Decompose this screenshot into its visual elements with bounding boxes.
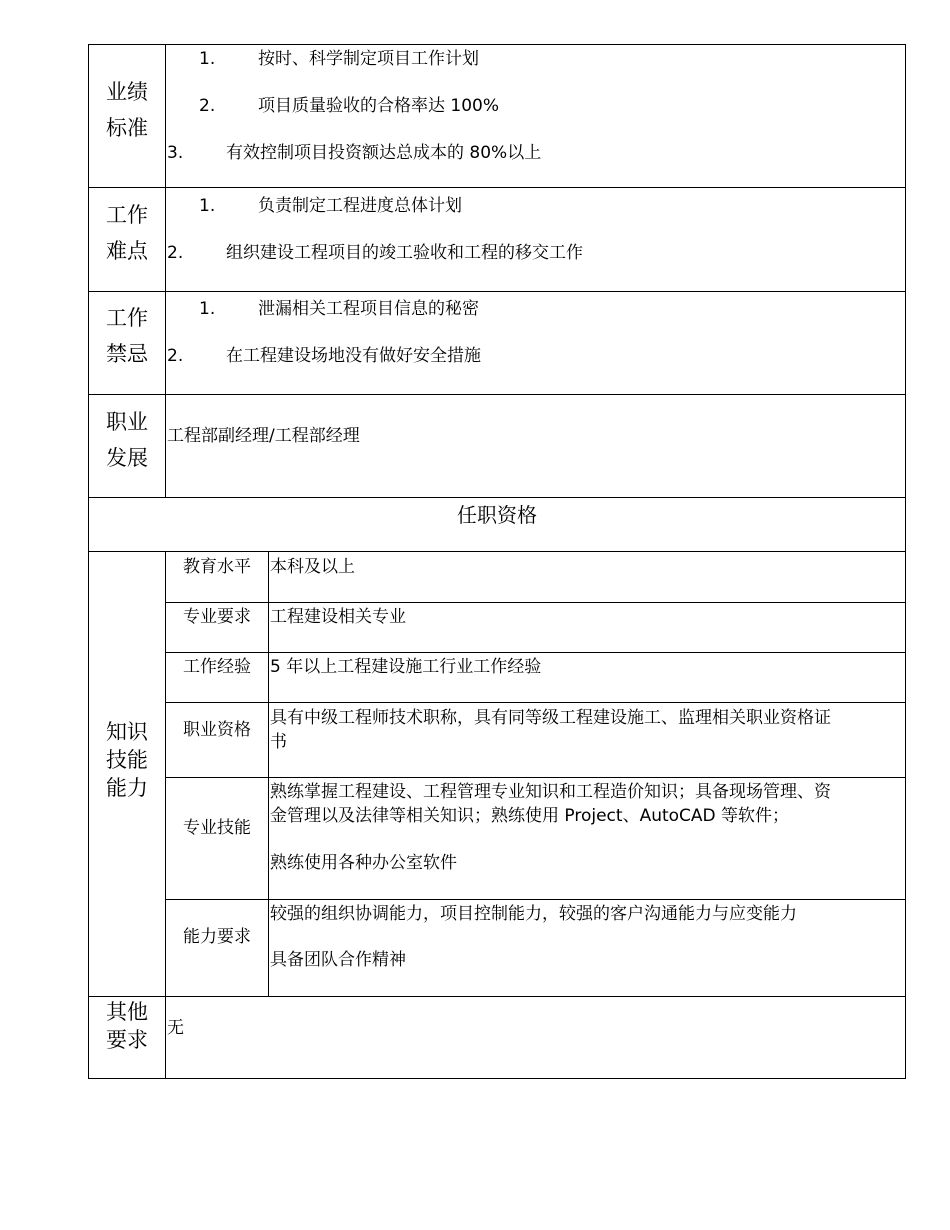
other-requirements-value: 无 [167,1018,184,1038]
row-divider [88,394,906,395]
sub-label-column-divider [268,551,269,996]
list-item-text: 有效控制项目投资额达总成本的 80%以上 [226,143,542,163]
major-label: 专业要求 [183,607,251,627]
career-path-text: 工程部副经理/工程部经理 [167,426,360,446]
skills-value: 金管理以及法律等相关知识；熟练使用 Project、AutoCAD 等软件； [270,806,790,826]
list-item-number: 2. [199,96,216,116]
list-item-number: 3. [167,143,184,163]
skills-label: 专业技能 [183,818,251,838]
list-item-number: 2. [167,346,184,366]
skills-value: 熟练使用各种办公室软件 [270,853,457,873]
list-item-number: 2. [167,243,184,263]
education-value: 本科及以上 [270,557,355,577]
abilities-value: 较强的组织协调能力，项目控制能力，较强的客户沟通能力与应变能力 [270,904,797,924]
list-item-number: 1. [199,299,216,319]
list-item-number: 1. [199,196,216,216]
experience-label: 工作经验 [183,657,251,677]
row-divider [88,996,906,997]
row-divider [88,551,906,552]
certification-value: 具有中级工程师技术职称，具有同等级工程建设施工、监理相关职业资格证 [270,708,831,728]
certification-label: 职业资格 [183,720,251,740]
performance-label: 业绩 标准 [106,80,148,140]
prohibitions-label: 工作 禁忌 [106,306,148,366]
abilities-value: 具备团队合作精神 [270,950,406,970]
list-item-text: 组织建设工程项目的竣工验收和工程的移交工作 [226,243,583,263]
sub-row-divider [166,899,906,900]
other-requirements-label: 其他 要求 [106,1000,148,1052]
list-item-text: 在工程建设场地没有做好安全措施 [226,346,481,366]
difficulties-label: 工作 难点 [106,203,148,263]
list-item-text: 按时、科学制定项目工作计划 [258,49,479,69]
list-item-text: 负责制定工程进度总体计划 [258,196,462,216]
row-divider [88,291,906,292]
sub-row-divider [166,602,906,603]
list-item-text: 泄漏相关工程项目信息的秘密 [258,299,479,319]
career-label: 职业 发展 [106,410,148,470]
qualifications-title: 任职资格 [457,503,537,527]
list-item-text: 项目质量验收的合格率达 100% [258,96,500,116]
sub-row-divider [166,702,906,703]
row-divider [88,187,906,188]
major-value: 工程建设相关专业 [270,607,406,627]
row-divider [88,497,906,498]
certification-value: 书 [270,732,287,752]
list-item-number: 1. [199,49,216,69]
experience-value: 5 年以上工程建设施工行业工作经验 [270,657,542,677]
sub-row-divider [166,777,906,778]
knowledge-skills-label: 知识 技能 能力 [106,720,148,800]
abilities-label: 能力要求 [183,927,251,947]
skills-value: 熟练掌握工程建设、工程管理专业知识和工程造价知识；具备现场管理、资 [270,782,831,802]
sub-row-divider [166,652,906,653]
education-label: 教育水平 [183,557,251,577]
